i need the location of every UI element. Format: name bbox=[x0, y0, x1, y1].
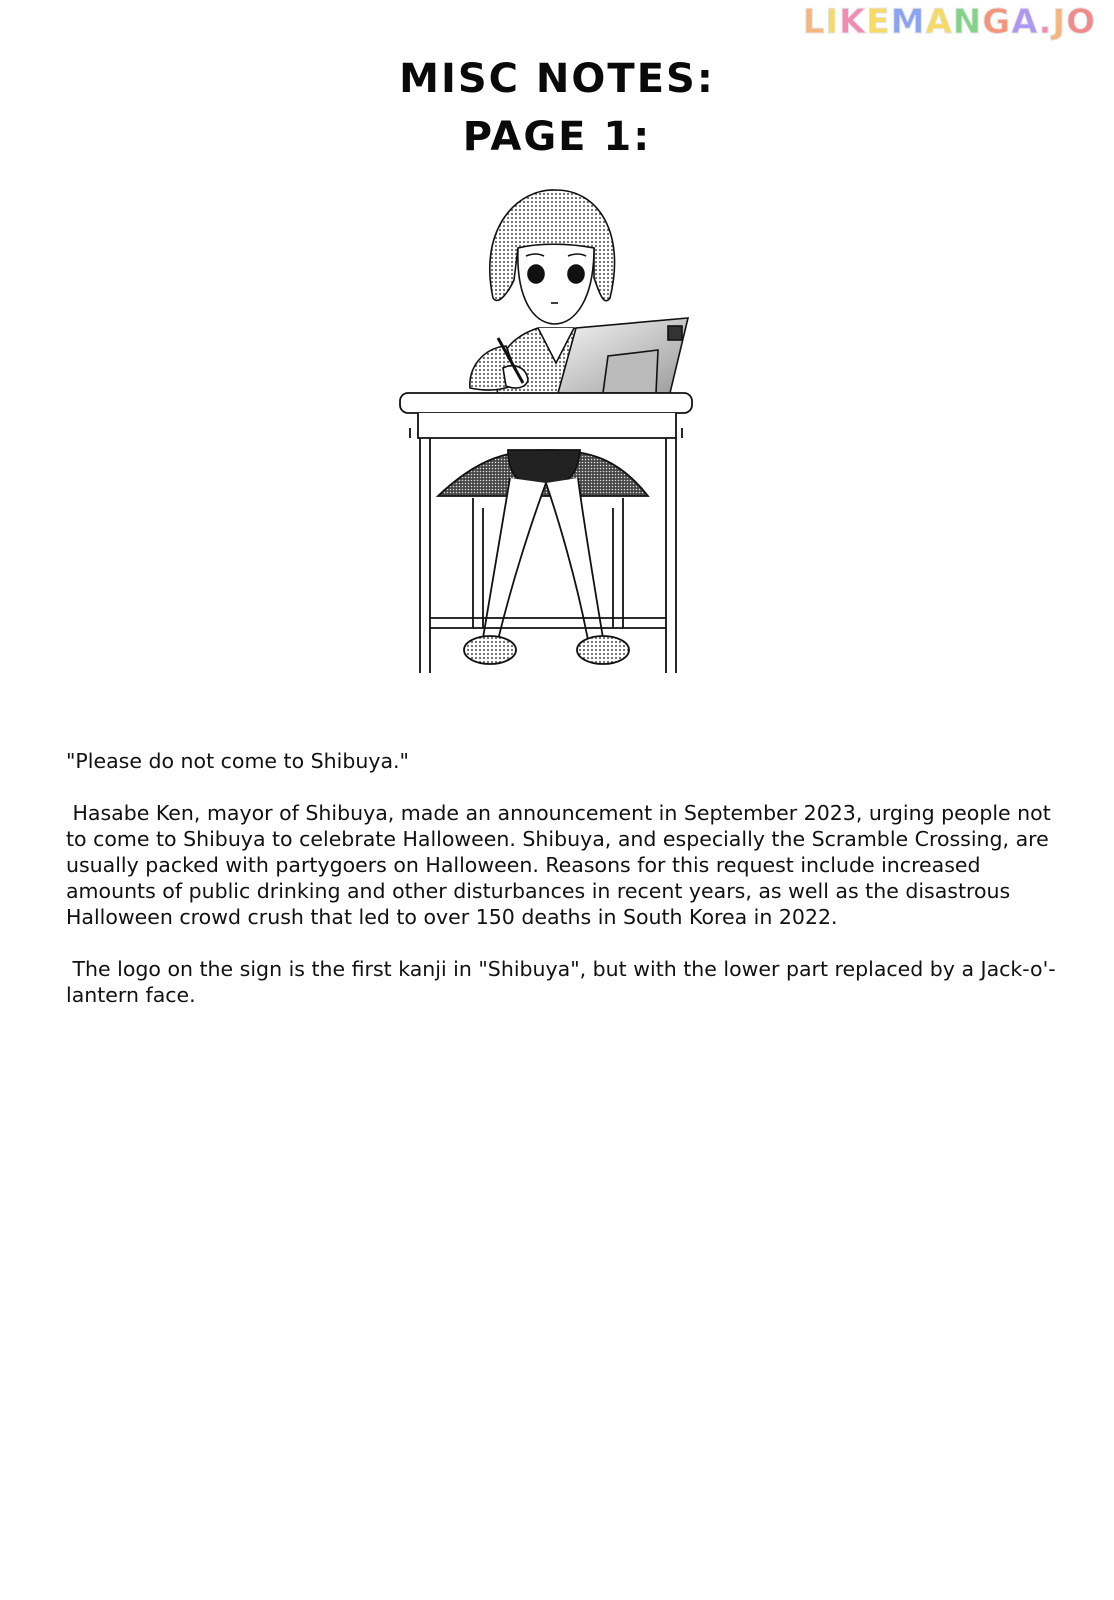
watermark-letter: E bbox=[866, 2, 891, 42]
title-line-1: MISC NOTES: bbox=[399, 56, 715, 102]
page-title bbox=[0, 50, 1114, 166]
notes-paragraph-2: The logo on the sign is the first kanji in "Shibuya", but with the lower part replaced by a Jack-o'-lantern face. bbox=[66, 957, 1056, 1007]
watermark-letter: N bbox=[952, 2, 983, 42]
watermark-letter: I bbox=[825, 2, 840, 42]
watermark-letter: O bbox=[1066, 2, 1096, 42]
notes-quote: "Please do not come to Shibuya." bbox=[66, 749, 409, 773]
watermark-letter: A bbox=[1011, 2, 1039, 42]
school-desk bbox=[400, 393, 692, 673]
notes-text bbox=[66, 748, 1056, 1034]
watermark-letter: M bbox=[890, 2, 926, 42]
watermark-letter: K bbox=[839, 2, 867, 42]
manga-illustration bbox=[398, 188, 708, 688]
girl-figure bbox=[470, 190, 688, 398]
site-watermark bbox=[803, 0, 1096, 44]
watermark-letter: . bbox=[1038, 2, 1053, 42]
watermark-letter: G bbox=[982, 2, 1012, 42]
watermark-letter: J bbox=[1052, 2, 1067, 42]
title-line-2: PAGE 1: bbox=[462, 114, 652, 160]
watermark-letter: A bbox=[925, 2, 953, 42]
watermark-letter: L bbox=[802, 2, 826, 42]
notes-paragraph-1: Hasabe Ken, mayor of Shibuya, made an announcement in September 2023, urging people not to come to Shibuya to celebrate Halloween. Shibuya, and especially the Scramble Crossing, are usually packed with partygoers on Halloween. Reasons for this request include increased amounts of public drinking and other disturbances in recent years, as well as the disastrous Halloween crowd crush that led to over 150 deaths in South Korea in 2022. bbox=[66, 801, 1051, 929]
